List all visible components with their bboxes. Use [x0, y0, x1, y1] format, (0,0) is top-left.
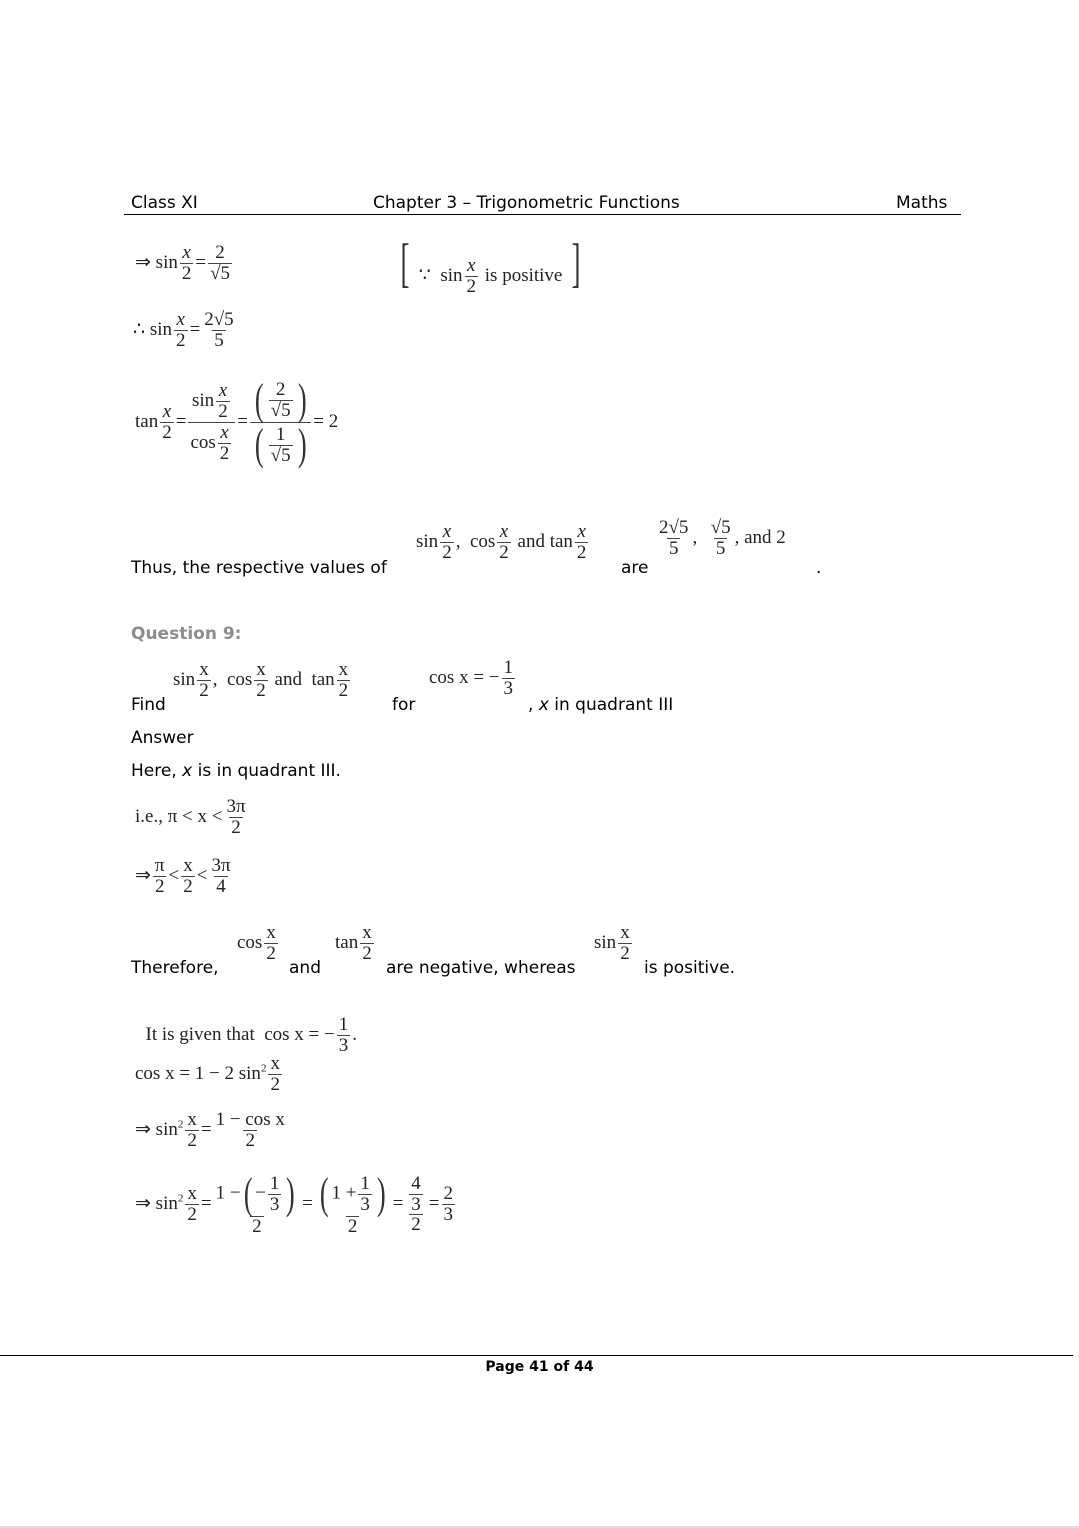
question-find: Find — [131, 695, 166, 715]
question-functions: sin $\frac{x}{2}$ , cos $\frac{x}{2}$ and tan $\frac{x}{2}$ — [173, 659, 349, 701]
header-chapter: Chapter 3 – Trigonometric Functions — [373, 193, 680, 213]
inequality-half: ⇒ $\frac{\pi}{2}$ < $\frac{x}{2}$ < $\frac{3\pi}{4}$ — [135, 855, 231, 897]
header-subject: Maths — [896, 193, 948, 213]
therefore-cos: cos $\frac{x}{2}$ — [237, 922, 276, 964]
question-for: for — [392, 695, 416, 715]
question-suffix: , x in quadrant III — [528, 695, 674, 715]
therefore-and: and — [289, 958, 321, 978]
therefore-prefix: Therefore, — [131, 958, 219, 978]
conclusion-values: $\frac{2√5}{5}$ , $\frac{√5}{5}$ , and 2 — [659, 517, 786, 559]
header-class: Class XI — [131, 193, 198, 213]
given-cos: It is given that cos x = − $\frac{1}{3}$ . — [145, 1014, 357, 1056]
header-divider — [124, 214, 961, 215]
therefore-suffix: is positive. — [644, 958, 736, 978]
conclusion-are: are — [621, 558, 649, 578]
answer-label: Answer — [131, 728, 194, 748]
conclusion-functions: sin $\frac{x}{2}$ , cos $\frac{x}{2}$ and tan $\frac{x}{2}$ — [416, 521, 587, 563]
conclusion-period: . — [816, 558, 822, 578]
conclusion-prefix: Thus, the respective values of — [131, 558, 387, 578]
answer-quadrant: Here, x is in quadrant III. — [131, 761, 341, 781]
page-number: Page 41 of 44 — [485, 1359, 594, 1375]
identity-cos-double: cos x = 1 − 2 $\sin^2$ $\frac{x}{2}$ — [135, 1053, 280, 1095]
equation-tan-half: tan $\frac{x}{2}$ = sin $\frac{x}{2}$ cos $\frac{x}{2}$ = ( $\frac{2}{√5}$ ) ( $\frac{1}{√5}$ ) = 2 — [135, 375, 339, 469]
equation-sin-half: ⇒ sin $\frac{x}{2}$ = $\frac{2}{√5}$ — [135, 242, 230, 284]
therefore-mid: are negative, whereas — [386, 958, 576, 978]
step-sin-squared: ⇒ $\sin^2$ $\frac{x}{2}$ = $\frac{\text{1 − cos x}}{2}$ — [135, 1109, 285, 1151]
note-sin-positive: [ ∵ sin $\frac{x}{2}$ is positive ] — [400, 233, 581, 298]
equation-sin-rationalized: ∴ sin $\frac{x}{2}$ = $\frac{2√5}{5}$ — [133, 309, 234, 351]
question-title: Question 9: — [131, 624, 242, 644]
therefore-sin: sin $\frac{x}{2}$ — [594, 922, 630, 964]
therefore-tan: tan $\frac{x}{2}$ — [335, 922, 372, 964]
inequality-x: i.e., π < x < $\frac{3\pi}{2}$ — [135, 796, 246, 838]
question-condition: cos x = − $\frac{1}{3}$ — [429, 657, 514, 699]
step-sin-squared-value: ⇒ $\sin^2$ $\frac{x}{2}$ = 1 −( − $\frac{1}{3}$ ) 2 = ( 1 + $\frac{1}{3}$ ) 2 = $\frac{\frac{4}{3}}{2}$ = $\frac{2}{3}$ — [135, 1169, 453, 1237]
footer-divider — [0, 1355, 1073, 1356]
